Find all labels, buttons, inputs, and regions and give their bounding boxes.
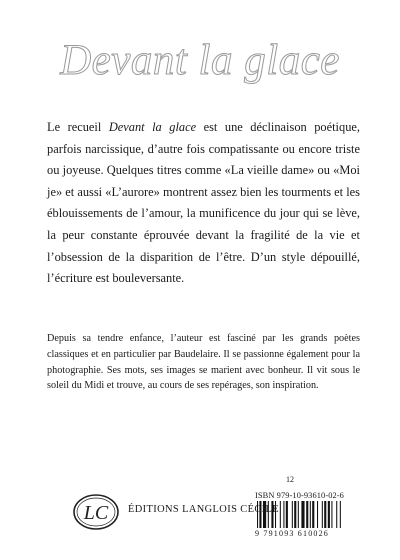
description-paragraph	[47, 117, 360, 290]
publisher-logo	[72, 492, 120, 532]
book-title: Devant la glace	[60, 37, 340, 84]
logo-letters: LC	[83, 502, 109, 524]
para1-rest: est une déclinaison poétique, parfois narcissique, d’autre fois compatissante ou encore triste ou joyeuse. Quelques titres comme «La vieille dame» ou «Moi je» et aussi «L’aurore» montrent assez bien les tourments et les éblouissements de l’amour, la munificence du jour qui se lève, la peur constante éprouvée devant la fragilité de la vie et l’obsession de la disparition de l’être. D’un style dépouillé, l’écriture est bouleversante.	[47, 120, 360, 286]
publisher-name: ÉDITIONS LANGLOIS CÉCILE	[128, 504, 280, 515]
price: 12	[286, 475, 294, 484]
isbn: ISBN 979-10-93610-02-6	[255, 491, 344, 500]
barcode-number: 9 791093 610026	[255, 529, 329, 538]
author-paragraph	[47, 331, 360, 394]
para1-italic-title: Devant la glace	[108, 120, 197, 134]
author-text: Depuis sa tendre enfance, l’auteur est fasciné par les grands poètes classiques et en particulier par Baudelaire. Il se passionne également pour la photographie. Ses mots, ses images se marient avec bonheur. Il vit sous le soleil du Midi et trouve, au cours de ses repérages, son inspiration.	[47, 333, 360, 392]
para1-start: Le recueil	[47, 120, 109, 134]
